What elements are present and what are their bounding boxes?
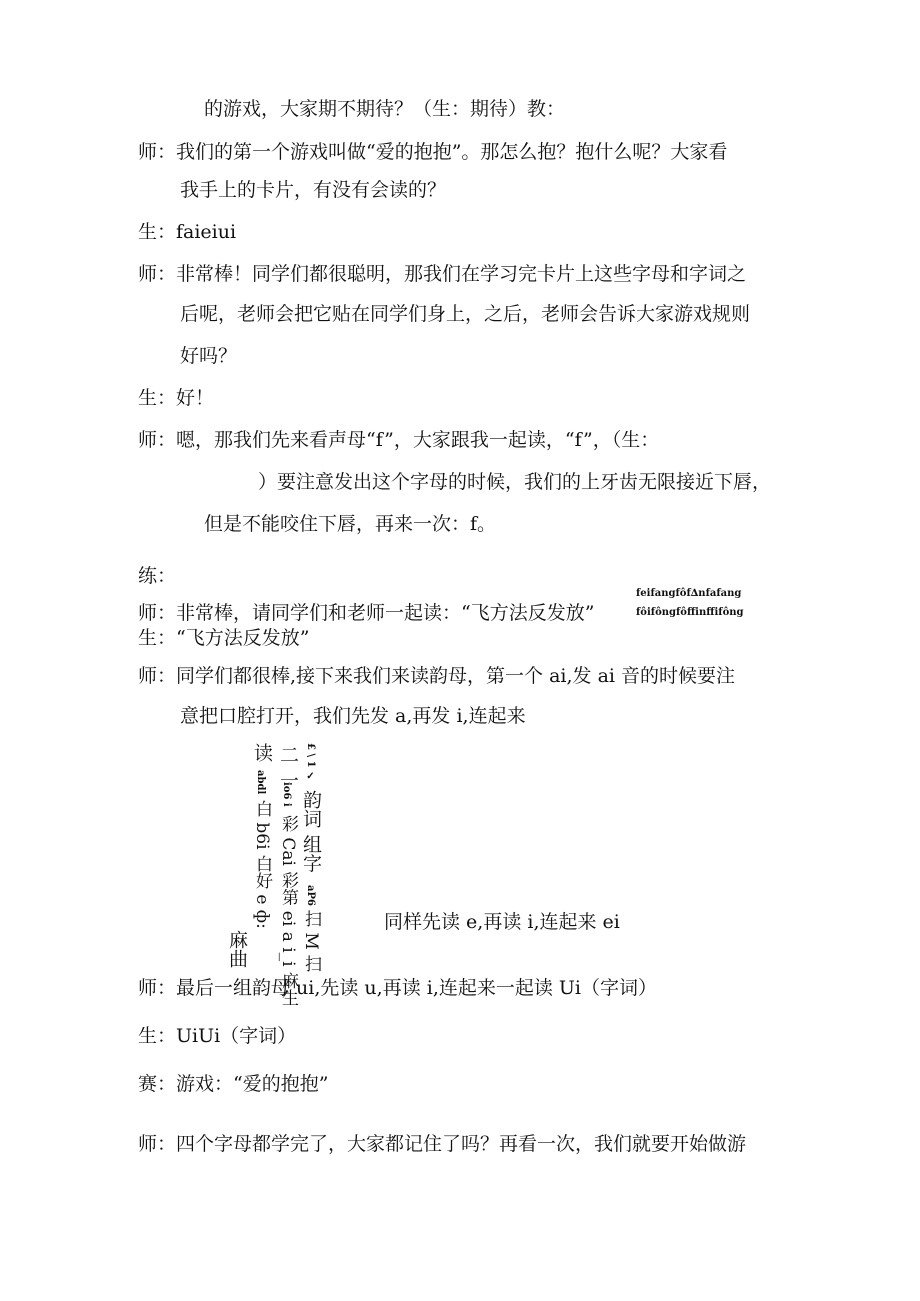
text-line: 意把口腔打开，我们先发 a,再发 i,连起来 (180, 705, 526, 727)
text-line: 师：非常棒，请同学们和老师一起读：“飞方法反发放” (138, 602, 595, 624)
text-line: 生：“飞方法反发放” (138, 627, 310, 649)
column-2-head: 二 一 (277, 745, 299, 790)
text-line: 好吗？ (180, 345, 238, 367)
column-3-bottom: 扫 M 扫 (301, 910, 321, 973)
text-line: 练： (138, 565, 177, 587)
text-line: 我手上的卡片，有没有会读的？ (180, 179, 447, 201)
column-3-pinyin-2: aP6 (305, 885, 316, 906)
text-line: 生：好！ (138, 387, 215, 409)
column-3-pinyin: £ \ 1 ✓ (305, 743, 316, 783)
text-line: 但是不能咬住下唇，再来一次：f。 (204, 513, 497, 535)
text-line: 生：UiUi（字词） (138, 1025, 297, 1047)
text-line: 赛：游戏：“爱的抱抱” (138, 1073, 329, 1095)
text-line: 的游戏，大家期不期待？（生：期待）教： (204, 98, 566, 120)
column-2-pinyin: io6 i (281, 782, 292, 807)
column-1-pinyin: abdl (255, 770, 266, 795)
pinyin-annotation-top: feifangfôf∆nfafang (636, 588, 742, 599)
pinyin-annotation-bottom: fôifôngfôffinffifông (636, 607, 744, 618)
text-line: 生：faieiui (138, 221, 237, 243)
text-line: 师：四个字母都学完了，大家都记住了吗？再看一次，我们就要开始做游 (138, 1133, 747, 1155)
text-line: 后呢，老师会把它贴在同学们身上，之后，老师会告诉大家游戏规则 (180, 303, 751, 325)
text-line: ）要注意发出这个字母的时候，我们的上牙齿无限接近下唇， (258, 471, 772, 493)
text-line: 师：嗯，那我们先来看声母“f”，大家跟我一起读，“f”，（生： (138, 429, 660, 451)
column-1-head: 读 (251, 743, 273, 762)
text-line: 师：非常棒！同学们都很聪明，那我们在学习完卡片上这些字母和字词之 (138, 263, 747, 285)
column-3-body: 韵词 组字 (300, 790, 322, 873)
text-line: 同样先读 e,再读 i,连起来 ei (384, 911, 620, 933)
column-2-body: 彩 Cai 彩第 ei a i_i 麻生 (278, 815, 298, 1007)
column-0-body: 麻曲 (226, 930, 248, 968)
text-line: 师：同学们都很棒,接下来我们来读韵母，第一个 ai,发 ai 音的时候要注 (138, 665, 736, 687)
text-line: 师：最后一组韵母 ui,先读 u,再读 i,连起来一起读 Ui（字词） (138, 977, 657, 999)
column-1-body: 白 b6i 白好 e ф: (252, 800, 272, 929)
text-line: 师：我们的第一个游戏叫做“爱的抱抱”。那怎么抱？抱什么呢？大家看 (138, 141, 728, 163)
